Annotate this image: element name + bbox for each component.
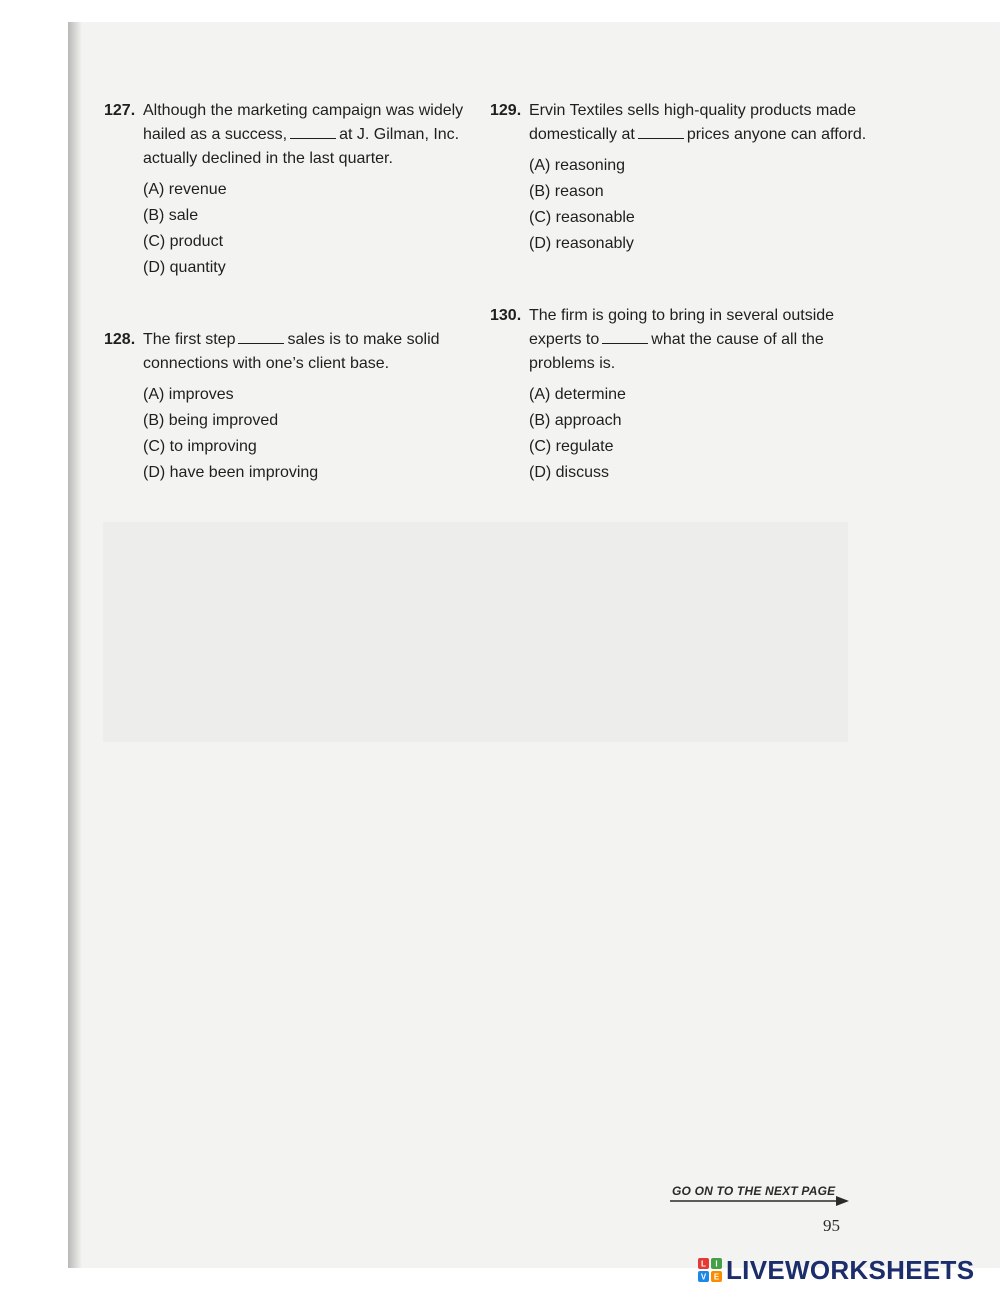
logo-letter: E: [713, 1272, 720, 1282]
logo-letter: L: [701, 1259, 706, 1269]
option-a[interactable]: (A) revenue: [143, 181, 227, 198]
brand-name: LIVEWORKSHEETS: [726, 1254, 975, 1285]
arrow-right-icon: [670, 1195, 850, 1207]
logo-letter: V: [700, 1272, 707, 1282]
option-b[interactable]: (B) being improved: [143, 412, 279, 429]
question-number: 127.: [104, 102, 136, 119]
question-130: [490, 304, 889, 486]
option-a[interactable]: (A) reasoning: [529, 157, 626, 174]
answer-options: [143, 177, 503, 281]
liveworksheets-brand: [698, 1255, 974, 1285]
question-stem: The first step sales is to make solid connections with one’s client base.: [143, 331, 440, 372]
option-d[interactable]: (D) discuss: [529, 464, 610, 481]
option-c[interactable]: (C) product: [143, 233, 224, 250]
option-b[interactable]: (B) sale: [143, 207, 199, 224]
option-d[interactable]: (D) have been improving: [143, 464, 319, 481]
option-b[interactable]: (B) approach: [529, 412, 622, 429]
option-a[interactable]: (A) improves: [143, 386, 234, 403]
answer-blank[interactable]: [638, 124, 684, 139]
scan-shadow: [68, 22, 82, 1268]
option-b[interactable]: (B) reason: [529, 183, 604, 200]
next-page-label: GO ON TO THE NEXT PAGE: [672, 1184, 836, 1198]
answer-blank[interactable]: [238, 329, 284, 344]
option-c[interactable]: (C) regulate: [529, 438, 614, 455]
show-through-area: [103, 522, 848, 742]
page-number: 95: [823, 1216, 840, 1235]
question-number: 130.: [490, 307, 522, 324]
liveworksheets-logo-icon: [698, 1258, 722, 1282]
answer-options: [143, 382, 503, 486]
question-129: [490, 99, 889, 257]
option-d[interactable]: (D) quantity: [143, 259, 226, 276]
option-a[interactable]: (A) determine: [529, 386, 626, 403]
question-stem: Ervin Textiles sells high-quality products made domestically at prices anyone can afford.: [529, 102, 867, 143]
question-128: [104, 328, 503, 486]
logo-letter: I: [715, 1259, 718, 1269]
option-c[interactable]: (C) reasonable: [529, 209, 635, 226]
question-number: 129.: [490, 102, 522, 119]
answer-blank[interactable]: [602, 329, 648, 344]
option-c[interactable]: (C) to improving: [143, 438, 257, 455]
option-d[interactable]: (D) reasonably: [529, 235, 634, 252]
answer-blank[interactable]: [290, 124, 336, 139]
worksheet-page: [68, 22, 1000, 1268]
answer-options: [529, 153, 889, 257]
question-127: [104, 99, 503, 281]
answer-options: [529, 382, 889, 486]
question-stem: The firm is going to bring in several outside experts to what the cause of all the problems is.: [529, 307, 835, 372]
question-number: 128.: [104, 331, 136, 348]
question-stem: Although the marketing campaign was widely hailed as a success, at J. Gilman, Inc. actually declined in the last quarter.: [143, 102, 464, 167]
